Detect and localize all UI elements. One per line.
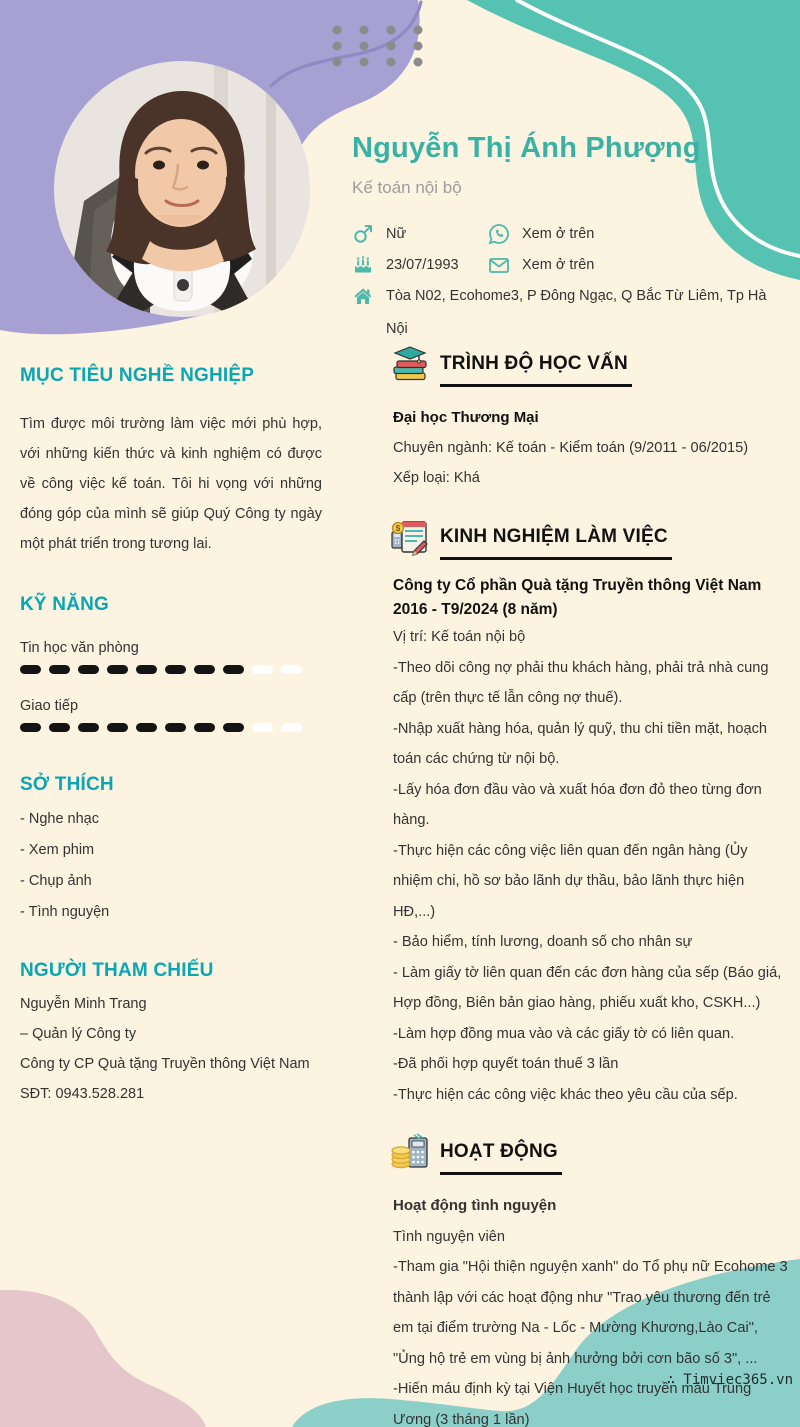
contact-phone — [488, 223, 792, 245]
activity-icon — [390, 1133, 430, 1173]
skill-pill — [78, 723, 99, 732]
skill-pill — [252, 723, 273, 732]
email-value: Xem ở trên — [522, 257, 595, 273]
experience-bullet: -Nhập xuất hàng hóa, quản lý quỹ, thu chi tiền mặt, hoạch toán các chứng từ nội bộ. — [393, 720, 768, 767]
contact-email — [488, 254, 792, 276]
activity-role: Tình nguyện viên — [393, 1228, 505, 1245]
skill-pill — [252, 665, 273, 674]
birthday-value: 23/07/1993 — [386, 257, 459, 273]
skill-pill — [20, 723, 41, 732]
skill-pill — [165, 723, 186, 732]
reference-phone: SĐT: 0943.528.281 — [20, 1086, 145, 1102]
experience-icon — [390, 518, 430, 558]
candidate-name: Nguyễn Thị Ánh Phượng — [352, 132, 701, 164]
skill-pill — [223, 723, 244, 732]
header — [352, 132, 792, 346]
activity-bullet: -Tham gia "Hội thiện nguyện xanh" do Tổ phụ nữ Ecohome 3 thành lập với các hoạt động như "Trao yêu thương đến trẻ em tại điểm trường Na - Lốc - Mường Khương,Lào Cai", "Ủng hộ trẻ em vùng bị ảnh hưởng bởi cơn bão số 3", ... — [393, 1259, 788, 1367]
email-icon — [488, 254, 510, 276]
dots-pattern-decoration — [327, 21, 439, 73]
activity-bullet: -Hiến máu định kỳ tại Viện Huyết học truyền máu Trung Ương (3 tháng 1 lần) — [393, 1381, 752, 1427]
skill-pill — [165, 665, 186, 674]
skill-level-bar — [20, 723, 322, 732]
activity-body — [390, 1191, 788, 1427]
gender-icon — [352, 223, 374, 245]
hobby-item: - Xem phim — [20, 842, 95, 858]
education-heading: TRÌNH ĐỘ HỌC VẤN — [440, 345, 632, 387]
brand-watermark: ∴ Timviec365.vn — [666, 1372, 793, 1388]
hobbies-heading: SỞ THÍCH — [20, 774, 114, 795]
phone-bubble-icon — [488, 223, 510, 245]
experience-bullet: -Thực hiện các công việc khác theo yêu cầu của sếp. — [393, 1086, 738, 1103]
home-icon — [352, 285, 374, 307]
skill-pill — [49, 723, 70, 732]
reference-role: – Quản lý Công ty — [20, 1026, 137, 1042]
education-body — [390, 403, 788, 493]
education-section — [390, 345, 788, 493]
skill-pill — [20, 665, 41, 674]
experience-body — [390, 622, 788, 1110]
hobby-item: - Nghe nhạc — [20, 811, 99, 827]
address-value: Tòa N02, Ecohome3, P Đông Ngạc, Q Bắc Từ Liêm, Tp Hà Nội — [386, 288, 767, 337]
gender-value: Nữ — [386, 226, 407, 242]
hobby-item: - Chụp ảnh — [20, 873, 92, 889]
contact-info — [352, 223, 792, 346]
skill-pill — [194, 665, 215, 674]
experience-heading: KINH NGHIỆM LÀM VIỆC — [440, 518, 672, 560]
skill-pill — [107, 723, 128, 732]
experience-bullet: -Đã phối hợp quyết toán thuế 3 lần — [393, 1056, 619, 1072]
experience-bullet: -Thực hiện các công việc liên quan đến ngân hàng (Ủy nhiệm chi, hồ sơ bảo lãnh dự thầu, bảo lãnh thực hiện HĐ,...) — [393, 842, 748, 920]
experience-company — [390, 574, 788, 622]
skill-pill — [281, 723, 302, 732]
education-header — [390, 345, 788, 387]
experience-position: Vị trí: Kế toán nội bộ — [393, 629, 526, 645]
left-column — [20, 365, 322, 1102]
experience-header — [390, 518, 788, 560]
experience-bullet: -Làm hợp đồng mua vào và các giấy tờ có liên quan. — [393, 1025, 735, 1042]
skill-item — [20, 640, 322, 674]
skill-pill — [194, 723, 215, 732]
activity-subheading: Hoạt động tình nguyện — [393, 1197, 557, 1214]
skill-pill — [49, 665, 70, 674]
education-school: Đại học Thương Mại — [393, 409, 539, 426]
contact-birthday — [352, 254, 488, 276]
activity-header — [390, 1133, 788, 1175]
skill-pill — [223, 665, 244, 674]
reference-company: Công ty CP Quà tặng Truyền thông Việt Nam — [20, 1056, 310, 1072]
profile-photo — [54, 61, 310, 317]
skill-level-bar — [20, 665, 322, 674]
experience-bullet: -Lấy hóa đơn đầu vào và xuất hóa đơn đỏ theo từng đơn hàng. — [393, 781, 762, 828]
reference-heading: NGƯỜI THAM CHIẾU — [20, 960, 214, 981]
candidate-job-title: Kế toán nội bộ — [352, 178, 462, 197]
objective-heading: MỤC TIÊU NGHỀ NGHIỆP — [20, 365, 255, 386]
company-name: Công ty Cổ phần Quà tặng Truyền thông Việt Nam — [393, 577, 762, 594]
skill-pill — [136, 665, 157, 674]
skill-pill — [107, 665, 128, 674]
pink-blob-decoration — [0, 1282, 212, 1427]
skill-pill — [78, 665, 99, 674]
skill-name: Giao tiếp — [20, 698, 79, 714]
objective-text: Tìm được môi trường làm việc mới phù hợp, với những kiến thức và kinh nghiệm có được về công việc kế toán. Tôi hi vọng với những đóng góp của mình sẽ giúp Quý Công ty ngày một phát triển trong tương lai. — [20, 416, 322, 552]
education-icon — [390, 345, 430, 385]
activity-heading: HOẠT ĐỘNG — [440, 1133, 562, 1175]
reference-name: Nguyễn Minh Trang — [20, 996, 147, 1012]
education-grade: Xếp loại: Khá — [393, 470, 480, 486]
hobby-item: - Tình nguyện — [20, 904, 110, 920]
phone-value: Xem ở trên — [522, 226, 595, 242]
svg-text:$: $ — [395, 524, 401, 533]
skill-pill — [281, 665, 302, 674]
skill-item — [20, 698, 322, 732]
skills-heading: KỸ NĂNG — [20, 594, 110, 615]
contact-address — [352, 285, 792, 346]
company-period: 2016 - T9/2024 (8 năm) — [393, 601, 558, 618]
birthday-cake-icon — [352, 254, 374, 276]
experience-bullet: - Bảo hiểm, tính lương, doanh số cho nhân sự — [393, 934, 693, 950]
experience-bullet: - Làm giấy tờ liên quan đến các đơn hàng của sếp (Báo giá, Hợp đồng, Biên bản giao hàng, phiếu xuất kho, CSKH...) — [393, 964, 782, 1011]
experience-section — [390, 518, 788, 1110]
right-column — [390, 345, 788, 1427]
skill-pill — [136, 723, 157, 732]
education-major: Chuyên ngành: Kế toán - Kiểm toán (9/2011 - 06/2015) — [393, 440, 749, 456]
skill-name: Tin học văn phòng — [20, 640, 139, 656]
contact-gender — [352, 223, 488, 245]
experience-bullet: -Theo dõi công nợ phải thu khách hàng, phải trả nhà cung cấp (trên thực tế lẫn công nợ thuế). — [393, 659, 769, 706]
